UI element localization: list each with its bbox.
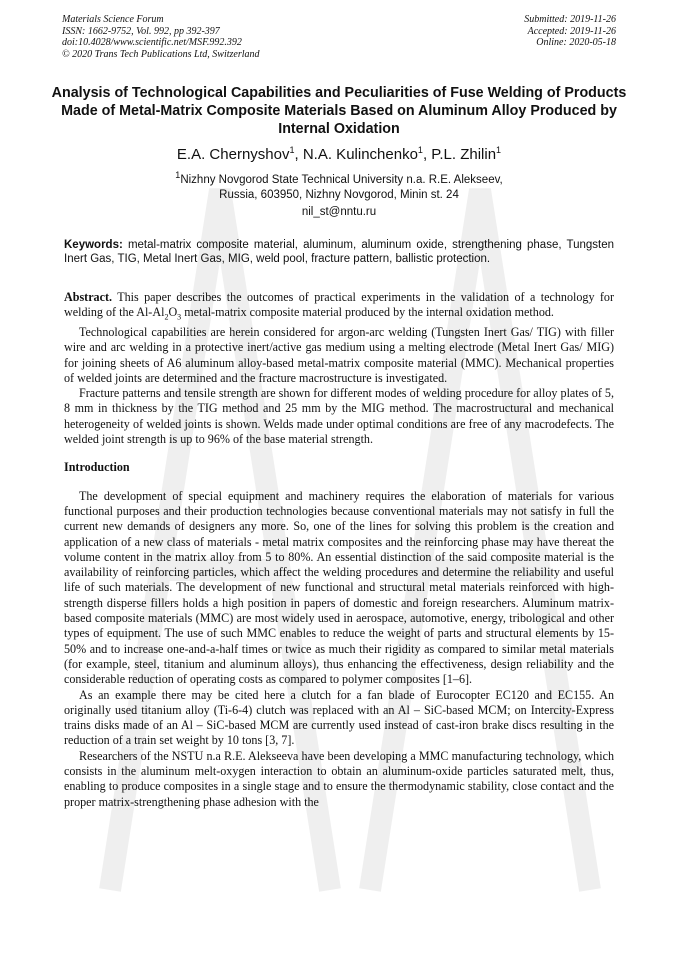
intro-paragraph: As an example there may be cited here a clutch for a fan blade of Eurocopter EC120 and EC155. An originally used titanium alloy (Ti-6-4) clutch was replaced with an Al – SiC-based MCM; on Intercity-Express trains disks made of an Al – SiC-based MCM are currently used instead of cast-iron brake discs resulting in the reduction of a train set weight by 10 tons [3, 7]. bbox=[64, 687, 614, 748]
online-date: Online: 2020-05-18 bbox=[536, 37, 616, 48]
subscript: 3 bbox=[177, 312, 182, 322]
abstract-label: Abstract. bbox=[64, 290, 113, 304]
affiliation-line-1: Nizhny Novgorod State Technical University n.a. R.E. Alekseev, bbox=[180, 173, 503, 186]
journal-issn: ISSN: 1662-9752, Vol. 992, pp 392-397 bbox=[62, 25, 220, 37]
intro-paragraph: The development of special equipment and machinery requires the elaboration of materials for various functional purposes and their production technologies because conventional materials may not satisfy in full the current new demands of designers any more. So, one of the lines for solving this problem is the creation and application of a new class of materials - metal matrix composites and the reinforcing phase may have thereat the volume content in the matrix alloy from 5 to 80%. An essential distinction of the said composite material is the availability of reinforcing particles, which affect the welding procedures and determine the reliability and useful life of such materials. The development of new functional and structural metal materials reinforced with high-strength disperse fillers holds a high position in papers of domestic and foreign researchers. Aluminum matrix-based composite materials (MMC) are most widely used in aerospace, automotive, energy, tribological and other types of equipment. The use of such MMC enables to reduce the weight of parts and structural elements by 15-50% and to increase one-and-a-half times or twice as much their rigidity as compared to similar metal materials (for example, steel, titanium and aluminum alloys), thus enhancing the effectiveness, design reliability and the considerable reduction of operating costs as compared to polymer composites [1–6]. bbox=[64, 488, 614, 687]
abstract-text: metal-matrix composite material produced by the internal oxidation method. bbox=[181, 305, 554, 320]
author-affiliation-mark: 1 bbox=[289, 145, 295, 155]
affiliation-line-2: Russia, 603950, Nizhny Novgorod, Minin st. 24 bbox=[219, 189, 459, 202]
copyright: © 2020 Trans Tech Publications Ltd, Switzerland bbox=[62, 48, 260, 60]
author-list: E.A. Chernyshov$^1$, N.A. Kulinchenko$^1$, P.L. Zhilin$^1$ bbox=[176, 145, 502, 163]
submitted-date: Submitted: 2019-11-26 bbox=[524, 14, 616, 25]
doi-link[interactable]: doi:10.4028/www.scientific.net/MSF.992.392 bbox=[62, 37, 242, 48]
header-right bbox=[524, 14, 616, 49]
author-affiliation-mark: 1 bbox=[496, 145, 502, 155]
paper-title: Analysis of Technological Capabilities and Peculiarities of Fuse Welding of Products Made of Metal-Matrix Composite Materials Based on Aluminum Alloy Produced by Internal Oxidation bbox=[51, 85, 627, 137]
author-name: E.A. Chernyshov bbox=[176, 146, 290, 163]
abstract-paragraph bbox=[64, 290, 614, 325]
accepted-date: Accepted: 2019-11-26 bbox=[527, 25, 616, 37]
author-name: N.A. Kulinchenko bbox=[302, 146, 418, 163]
abstract-paragraph: Technological capabilities are herein considered for argon-arc welding (Tungsten Inert Gas/ TIG) with filler wire and arc welding in a protective inert/active gas medium using a melting electrode (Metal Inert Gas/ MIG) for joining sheets of A6 aluminum alloy-based metal-matrix composite material (MMC). Mechanical properties of welded joints are determined and the fracture macrostructure is investigated. bbox=[64, 325, 614, 385]
affiliation-mark: 1 bbox=[175, 170, 181, 180]
abstract-paragraph: Fracture patterns and tensile strength are shown for different modes of welding procedure for alloy plates of 5, 8 mm in thickness by the TIG method and 25 mm by the MIG method. The macrostructural and mechanical heterogeneity of welded joints is shown. Welds made under optimal conditions are free of any macrodefects. The welded joint strength is up to 96% of the base material strength. bbox=[64, 386, 614, 447]
author-email[interactable]: nil_st@nntu.ru bbox=[301, 206, 377, 218]
keywords bbox=[64, 238, 614, 266]
paper-body bbox=[64, 290, 614, 810]
author-name: P.L. Zhilin bbox=[431, 146, 497, 163]
section-heading-introduction: Introduction bbox=[64, 460, 130, 475]
header-left bbox=[62, 14, 260, 60]
keywords-label: Keywords: bbox=[64, 239, 123, 251]
abstract-text: This paper describes the outcomes of practical experiments in the validation of a technology for welding of the Al-Al bbox=[64, 290, 614, 320]
abstract-text: O bbox=[168, 305, 178, 320]
author-affiliation-mark: 1 bbox=[417, 145, 423, 155]
journal-name: Materials Science Forum bbox=[62, 14, 164, 25]
subscript: 2 bbox=[164, 312, 169, 322]
affiliation bbox=[0, 168, 678, 204]
keywords-text: metal-matrix composite material, aluminum, aluminum oxide, strengthening phase, Tungsten Inert Gas, TIG, Metal Inert Gas, MIG, weld pool, fracture pattern, ballistic protection. bbox=[64, 239, 614, 265]
intro-paragraph: Researchers of the NSTU n.a R.E. Alekseeva have been developing a MMC manufacturing technology, which consists in the aluminum melt-oxygen interaction to obtain an aluminum-oxide particles saturated melt, thus, enabling to produce composites in a single stage and to ensure the thermodynamic stability, close contact and the proper matrix-strengthening phase adhesion with the bbox=[64, 748, 614, 809]
